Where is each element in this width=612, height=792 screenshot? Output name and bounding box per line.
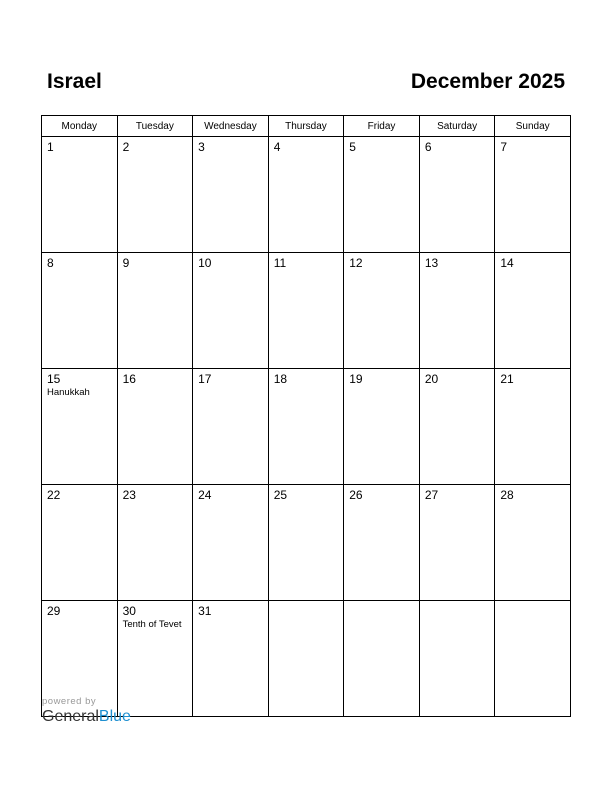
weekday-header: Saturday — [419, 116, 495, 137]
day-cell — [117, 137, 193, 253]
day-cell — [419, 369, 495, 485]
day-cell — [193, 137, 269, 253]
day-cell — [42, 369, 118, 485]
weekday-header: Thursday — [268, 116, 344, 137]
day-cell — [344, 253, 420, 369]
day-number: 18 — [273, 372, 288, 386]
day-cell — [42, 137, 118, 253]
day-cell — [193, 253, 269, 369]
day-number: 15 — [47, 372, 61, 386]
day-cell — [117, 369, 193, 485]
day-cell — [268, 369, 344, 485]
day-number: 12 — [349, 256, 363, 270]
day-cell — [117, 485, 193, 601]
day-cell — [495, 485, 571, 601]
day-cell — [495, 253, 571, 369]
day-number: 5 — [349, 140, 356, 154]
day-number: 1 — [47, 140, 54, 154]
day-number: 31 — [198, 604, 212, 618]
day-cell — [344, 485, 420, 601]
week-row — [42, 485, 571, 601]
day-number: 21 — [500, 372, 514, 386]
weekday-header: Wednesday — [193, 116, 269, 137]
day-cell — [268, 601, 344, 717]
day-number: 13 — [424, 256, 439, 270]
holiday-label: Hanukkah — [47, 387, 90, 398]
day-number: 27 — [424, 488, 439, 502]
day-number: 22 — [47, 488, 61, 502]
brand-logo — [42, 708, 131, 726]
day-cell — [193, 485, 269, 601]
day-cell — [344, 369, 420, 485]
day-cell — [419, 601, 495, 717]
day-number: 6 — [424, 140, 432, 154]
weekday-header-row — [42, 116, 571, 137]
day-cell — [268, 253, 344, 369]
day-number: 16 — [122, 372, 136, 386]
week-row — [42, 253, 571, 369]
day-number: 24 — [198, 488, 212, 502]
day-cell — [268, 137, 344, 253]
day-number: 29 — [47, 604, 61, 618]
day-number: 23 — [122, 488, 136, 502]
brand-part-general: General — [42, 708, 99, 725]
day-number: 3 — [198, 140, 205, 154]
day-number: 26 — [349, 488, 363, 502]
day-number: 17 — [198, 372, 212, 386]
day-cell — [344, 137, 420, 253]
day-number: 7 — [500, 140, 508, 154]
day-number: 25 — [273, 488, 288, 502]
weekday-header: Sunday — [495, 116, 571, 137]
day-number: 10 — [198, 256, 212, 270]
weekday-header: Tuesday — [117, 116, 193, 137]
day-number: 19 — [349, 372, 363, 386]
day-number: 9 — [122, 256, 130, 270]
day-cell — [344, 601, 420, 717]
day-number: 2 — [122, 140, 130, 154]
day-cell — [495, 137, 571, 253]
footer-branding — [42, 696, 131, 726]
country-title: Israel — [47, 70, 102, 93]
day-cell — [495, 601, 571, 717]
day-cell — [193, 601, 269, 717]
weekday-header: Monday — [42, 116, 118, 137]
day-number: 28 — [500, 488, 514, 502]
day-number: 8 — [47, 256, 54, 270]
week-row — [42, 137, 571, 253]
week-row — [42, 369, 571, 485]
day-cell — [42, 485, 118, 601]
brand-part-blue: Blue — [98, 708, 131, 725]
month-title: December 2025 — [410, 70, 565, 93]
day-cell — [42, 253, 118, 369]
day-cell — [495, 369, 571, 485]
holiday-label: Tenth of Tevet — [122, 619, 182, 630]
calendar-body — [42, 137, 571, 717]
day-number: 20 — [424, 372, 439, 386]
day-cell — [419, 253, 495, 369]
day-number: 11 — [273, 256, 287, 270]
day-cell — [419, 485, 495, 601]
day-number: 4 — [273, 140, 281, 154]
powered-by-text: powered by — [42, 696, 97, 707]
weekday-header: Friday — [344, 116, 420, 137]
day-number: 14 — [500, 256, 514, 270]
day-cell — [419, 137, 495, 253]
day-number: 30 — [122, 604, 136, 618]
day-cell — [117, 253, 193, 369]
day-cell — [193, 369, 269, 485]
calendar-grid — [41, 115, 571, 717]
day-cell — [268, 485, 344, 601]
